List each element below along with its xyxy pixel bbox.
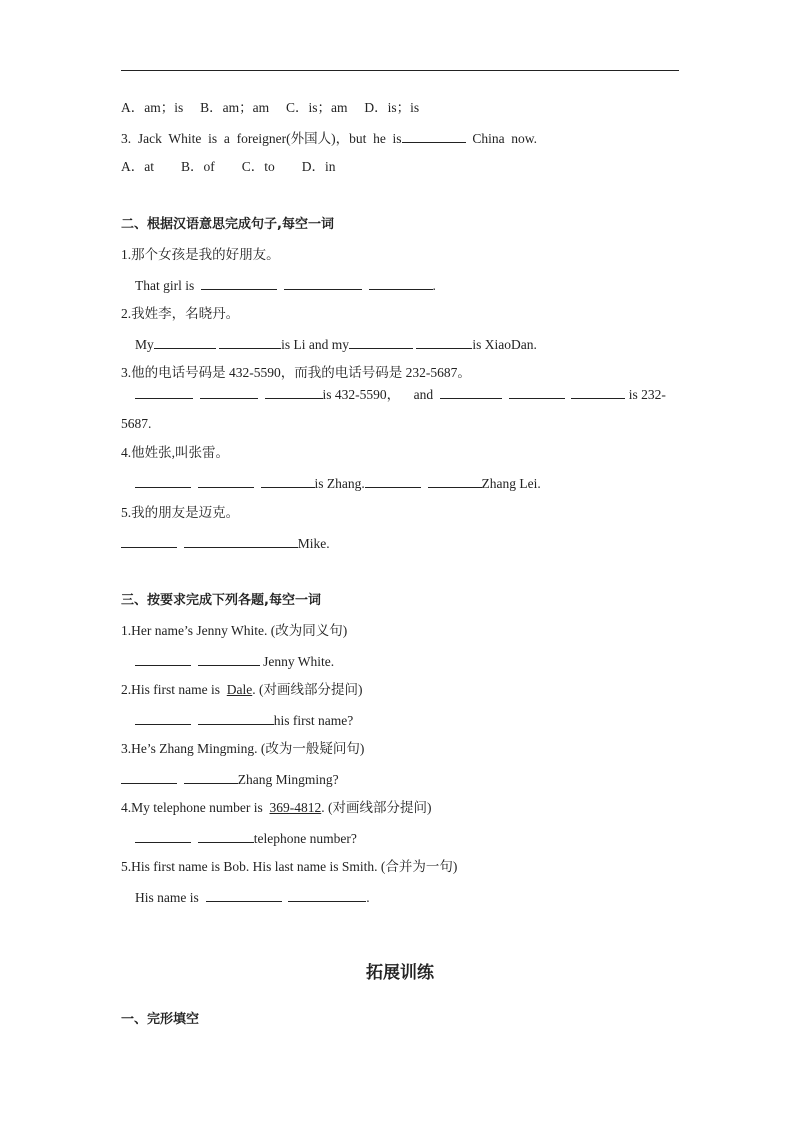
answer-blank[interactable] — [265, 385, 323, 399]
header-rule — [121, 70, 679, 71]
answer-blank[interactable] — [135, 829, 191, 843]
answer-blank[interactable] — [198, 829, 254, 843]
answer-blank[interactable] — [198, 711, 274, 725]
s3-q5-answer: His name is . — [135, 890, 370, 905]
s2-q4-english: is Zhang. Zhang Lei. — [135, 474, 541, 493]
answer-blank[interactable] — [198, 652, 260, 666]
s2-q1-chinese: 1.那个女孩是我的好朋友。 — [121, 247, 280, 262]
answer-blank[interactable] — [135, 711, 191, 725]
answer-blank[interactable] — [200, 385, 258, 399]
answer-blank[interactable] — [154, 335, 216, 349]
answer-blank[interactable] — [509, 385, 565, 399]
answer-blank[interactable] — [428, 474, 482, 488]
answer-blank[interactable] — [201, 276, 277, 290]
answer-blank[interactable] — [402, 129, 466, 143]
answer-blank[interactable] — [288, 888, 366, 902]
s3-q3-answer: Zhang Mingming? — [121, 770, 339, 789]
q3-options: A．at B．of C．to D．in — [121, 159, 336, 174]
answer-blank[interactable] — [284, 276, 362, 290]
answer-blank[interactable] — [369, 276, 433, 290]
answer-blank[interactable] — [184, 770, 238, 784]
answer-blank[interactable] — [571, 385, 625, 399]
answer-blank[interactable] — [135, 385, 193, 399]
answer-blank[interactable] — [121, 534, 177, 548]
s3-q4-answer: telephone number? — [135, 829, 357, 848]
answer-blank[interactable] — [121, 770, 177, 784]
answer-blank[interactable] — [416, 335, 472, 349]
answer-blank[interactable] — [135, 474, 191, 488]
s3-q3: 3.He’s Zhang Mingming. (改为一般疑问句) — [121, 741, 365, 756]
s2-q4-chinese: 4.他姓张,叫张雷。 — [121, 445, 229, 460]
s2-q3-continuation: 5687. — [121, 416, 152, 431]
answer-blank[interactable] — [198, 474, 254, 488]
answer-blank[interactable] — [365, 474, 421, 488]
s2-q5-english: Mike. — [121, 534, 330, 553]
extension-subheading: 一、完形填空 — [121, 1012, 200, 1027]
s2-q3-chinese: 3.他的电话号码是 432-5590，而我的电话号码是 232-5687。 — [121, 365, 471, 380]
answer-blank[interactable] — [440, 385, 502, 399]
s3-q1-answer: Jenny White. — [135, 652, 334, 671]
section2-heading: 二、根据汉语意思完成句子,每空一词 — [121, 217, 334, 232]
answer-blank[interactable] — [349, 335, 413, 349]
underlined-word: Dale — [226, 682, 253, 697]
answer-blank[interactable] — [135, 652, 191, 666]
s2-q2-chinese: 2.我姓李，名晓丹。 — [121, 306, 240, 321]
s2-q1-english: That girl is . — [135, 278, 436, 293]
s2-q3-english: is 432-5590， and is 232- — [135, 385, 666, 404]
s3-q4: 4.My telephone number is 369-4812. (对画线部分提问) — [121, 800, 432, 815]
s3-q2: 2.His first name is Dale. (对画线部分提问) — [121, 682, 363, 697]
s3-q5: 5.His first name is Bob. His last name is Smith. (合并为一句) — [121, 859, 458, 874]
answer-blank[interactable] — [219, 335, 281, 349]
answer-blank[interactable] — [261, 474, 315, 488]
section3-heading: 三、按要求完成下列各题,每空一词 — [121, 593, 321, 608]
q2-options: A．am；is B．am；am C．is；am D．is；is — [121, 100, 420, 115]
underlined-number: 369-4812 — [269, 800, 322, 815]
s2-q2-english: My is Li and my is XiaoDan. — [135, 337, 537, 352]
s2-q5-chinese: 5.我的朋友是迈克。 — [121, 505, 240, 520]
answer-blank[interactable] — [206, 888, 282, 902]
s3-q2-answer: his first name? — [135, 711, 353, 730]
mc-question-3: 3. Jack White is a foreigner(外国人)，but he is China now. — [121, 131, 538, 146]
extension-title: 拓展训练 — [366, 963, 434, 983]
s3-q1: 1.Her name’s Jenny White. (改为同义句) — [121, 623, 348, 638]
answer-blank[interactable] — [184, 534, 298, 548]
